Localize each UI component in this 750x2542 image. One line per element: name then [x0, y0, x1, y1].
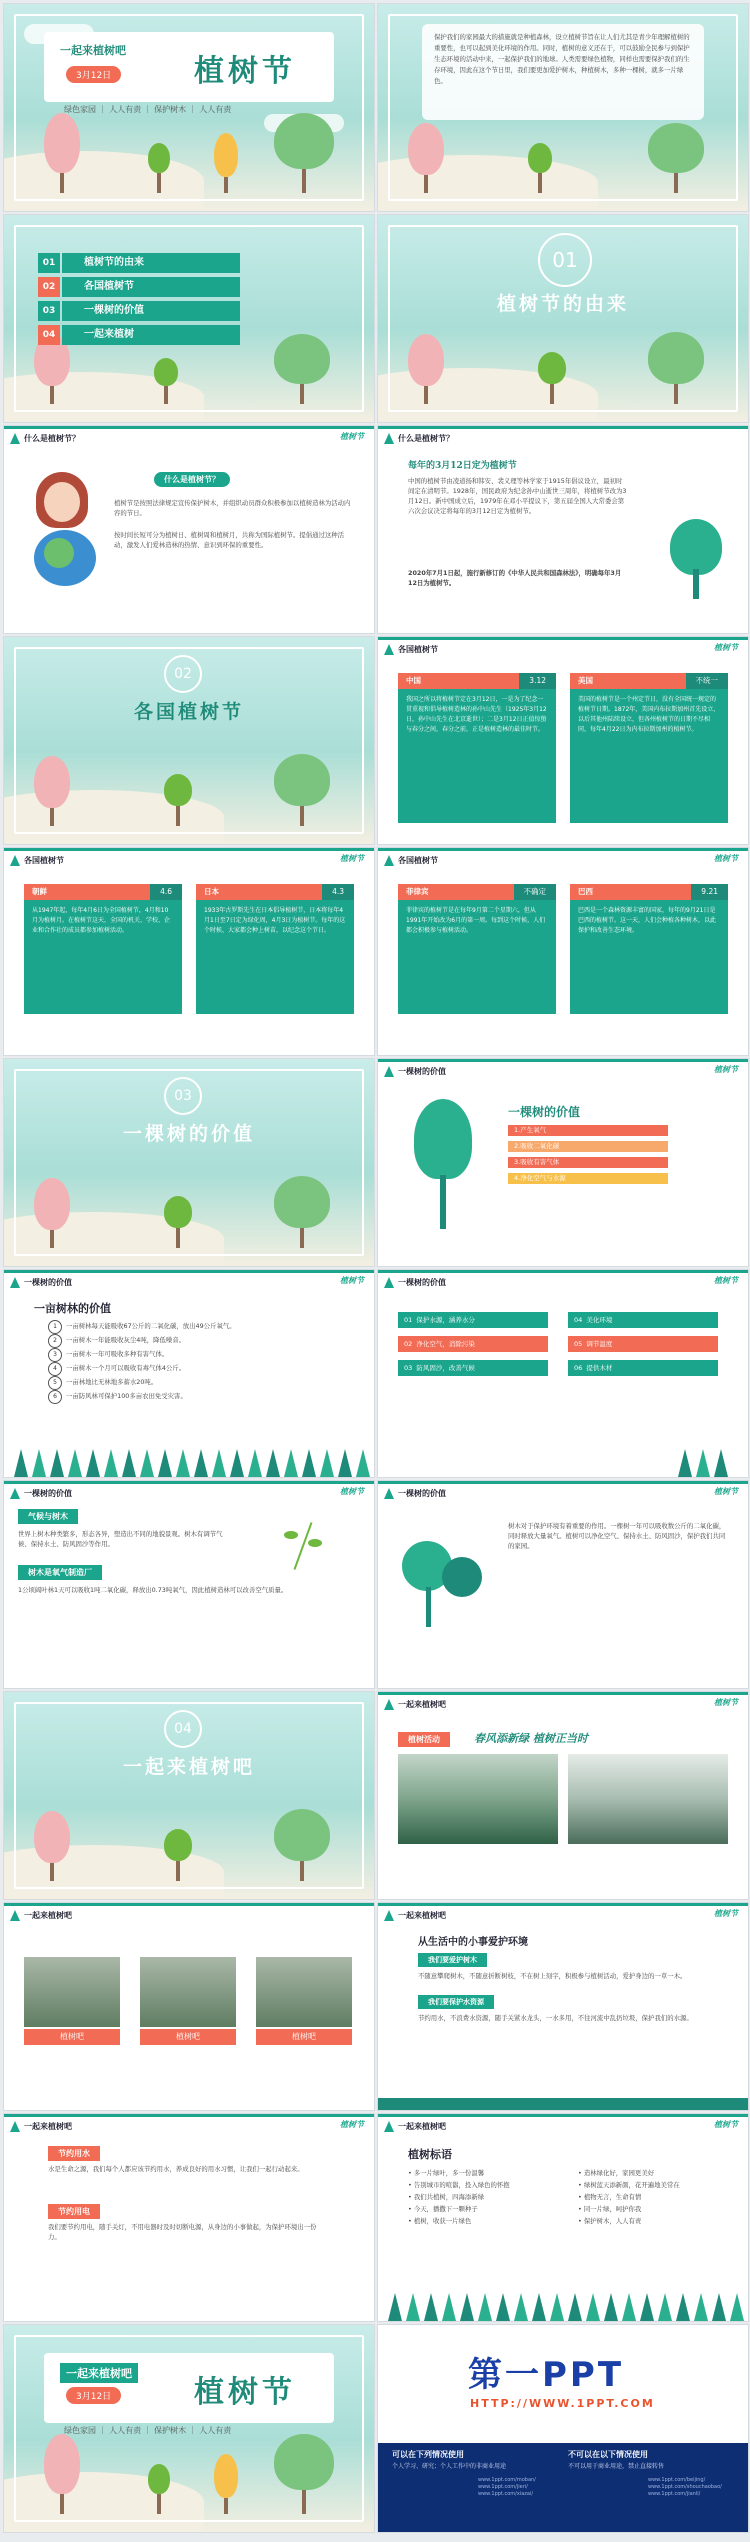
value-bar-4: 4.净化空气与水源	[508, 1173, 668, 1184]
brand-logo: 植树节	[714, 1909, 738, 1918]
promo-links	[648, 2477, 722, 2498]
grid-text: 调节温度	[586, 1340, 613, 1348]
card-date: 4.3	[322, 884, 354, 900]
card-name: 朝鲜	[24, 884, 182, 900]
toc-item-1[interactable]	[38, 253, 270, 273]
pine-icon	[384, 855, 394, 866]
slide-countries-b[interactable]	[4, 848, 374, 1055]
intro-text: 保护我们的家园最大的措施就是种植森林，设立植树节旨在让人们尤其是青少年理解植树的重要性，也可以起到美化环境的作用。同时，植树的意义还在于，可以鼓励全民参与到保护生态环境的活动中来，一起保护我们的地球。人类需要绿色植物，同样也需要保护我们的生存环境，因此在这个节日里，我们要更加爱护树木，种植树木，多种一棵树，就多一片绿色。	[422, 24, 704, 120]
promo-right-head: 不可以在以下情况使用	[568, 2450, 648, 2459]
grid-text: 防风固沙，改善气候	[416, 1364, 475, 1372]
pine	[14, 1449, 28, 1477]
country-card-philippines	[398, 884, 556, 1014]
pine	[532, 2293, 546, 2321]
list-item: 一亩树林每天能吸收67公斤的二氧化碳，放出49公斤氧气。	[66, 1322, 236, 1330]
grid-text: 保护水源，涵养水分	[416, 1316, 475, 1324]
grid-text: 提供木材	[586, 1364, 613, 1372]
date-pill: 3月12日	[66, 2387, 121, 2404]
pine	[514, 2293, 528, 2321]
card-text: 巴西是一个森林资源丰富的国家，每年的9月21日是巴西的植树节。这一天，人们会种植各种树木，以此保护和改善生态环境。	[578, 907, 717, 934]
slide-header	[4, 2114, 374, 2136]
slogan: • 告别城市的喧嚣，投入绿色的怀抱	[408, 2181, 510, 2189]
oxygen-pill: 树木是氧气制造厂	[18, 1565, 102, 1580]
slide-header	[4, 1903, 374, 1925]
section-number: 01	[538, 233, 592, 287]
card-date: 9.21	[691, 884, 728, 900]
pine	[388, 2293, 402, 2321]
list-num: 1	[48, 1320, 62, 1334]
toc-num: 01	[38, 253, 60, 273]
card-name: 美国	[570, 673, 728, 689]
section-title: 各国植树节	[133, 701, 244, 723]
slide-header	[378, 1481, 748, 1503]
pine	[284, 1449, 298, 1477]
pine-icon	[384, 644, 394, 655]
grid-text: 美化环境	[586, 1316, 613, 1324]
slogan-text: 植物无言，生命有情	[583, 2193, 642, 2201]
trees-text: 树木对于保护环境有着重要的作用。一棵树一年可以吸收数公斤的二氧化碳，同时释放大量氧气。植树可以净化空气、保持水土、防风固沙，保护我们共同的家园。	[508, 1522, 726, 1550]
slide-header	[378, 637, 748, 659]
pine	[550, 2293, 564, 2321]
grid-item-3	[398, 1360, 548, 1376]
value-heading: 一棵树的价值	[508, 1105, 581, 1119]
grid-num: 06	[574, 1364, 583, 1372]
section-title: 一棵树的价值	[122, 1123, 255, 1145]
toc-num: 03	[38, 301, 60, 321]
card-text: 从1947年起，每年4月6日为全国植树节，4月和10月为植树月。在植树节这天，全国的机关、学校、企业和合作社的成员都参加植树活动。	[32, 907, 171, 934]
toc-label: 一起来植树	[62, 325, 240, 345]
list-item: 一亩树木一个月可以吸收有毒气体4公斤。	[66, 1364, 186, 1372]
pine	[478, 2293, 492, 2321]
slide-origin[interactable]	[378, 426, 748, 633]
brand-logo: 植树节	[340, 1276, 364, 1285]
title-small: 一起来植树吧	[60, 2363, 138, 2383]
date-pill: 3月12日	[66, 66, 121, 83]
grid-text: 净化空气，消除污染	[416, 1340, 475, 1348]
slogan: • 我们共植树，四海添新绿	[408, 2193, 485, 2201]
slogan: • 今天，播撒下一颗种子	[408, 2205, 478, 2213]
pine-icon	[10, 1277, 20, 1288]
list-num: 3	[48, 1348, 62, 1362]
header-title: 一起来植树吧	[398, 1699, 446, 1709]
card-name: 中国	[398, 673, 556, 689]
tree-illustration	[666, 519, 726, 599]
slide-section-4[interactable]	[4, 1692, 374, 1899]
header-title: 一棵树的价值	[398, 1277, 446, 1287]
slide-what[interactable]	[4, 426, 374, 633]
forest-photo	[398, 1754, 558, 1844]
card-date: 不确定	[514, 884, 557, 900]
slide-section-3[interactable]	[4, 1059, 374, 1266]
what-p2: 按时间长短可分为植树日、植树周和植树月，共称为国际植树节。提倡通过这种活动，激发人们爱林造林的热情、意识到环保的重要性。	[114, 531, 345, 549]
branch-illustration	[274, 1521, 334, 1571]
slide-intro[interactable]	[378, 4, 748, 211]
toc-label: 植树节的由来	[62, 253, 240, 273]
title-big: 植树节	[194, 54, 296, 89]
pine	[406, 2293, 420, 2321]
brand-logo: 植树节	[714, 854, 738, 863]
list-num: 4	[48, 1362, 62, 1376]
slogan-text: 同一片绿，呵护你我	[583, 2205, 642, 2213]
section-title: 植树节的由来	[496, 293, 629, 315]
pine	[586, 2293, 600, 2321]
slide-countries-c[interactable]	[378, 848, 748, 1055]
grid-num: 04	[574, 1316, 583, 1324]
activity-pill: 植树活动	[398, 1732, 450, 1747]
pine	[122, 1449, 136, 1477]
pine-icon	[384, 1910, 394, 1921]
value-bar-1: 1.产生氧气	[508, 1125, 668, 1136]
trees-illustration	[392, 1521, 492, 1641]
list-num: 5	[48, 1376, 62, 1390]
header-title: 什么是植树节？	[24, 433, 80, 443]
slogan-text: 植树，收获一片绿色	[413, 2217, 472, 2225]
slogan-text: 我们共植树，四海添新绿	[413, 2193, 485, 2201]
pine-icon	[10, 855, 20, 866]
pine	[442, 2293, 456, 2321]
pine-icon	[384, 1488, 394, 1499]
planting-photo	[256, 1957, 352, 2027]
slide-small-deeds[interactable]	[378, 1903, 748, 2110]
toc-label: 一棵树的价值	[62, 301, 240, 321]
section-number: 04	[164, 1710, 202, 1748]
slide-toc[interactable]	[4, 215, 374, 422]
origin-p2: 2020年7月1日起，施行新修订的《中华人民共和国森林法》，明确每年3月12日为植树节。	[408, 569, 622, 587]
photo-caption: 植树吧	[140, 2029, 236, 2045]
brand-logo: 植树节	[714, 1276, 738, 1285]
pine	[50, 1449, 64, 1477]
header-title: 一棵树的价值	[24, 1277, 72, 1287]
card-date: 不统一	[686, 673, 729, 689]
list-item: 一亩树木一年能吸收灰尘4吨，降低噪音。	[66, 1336, 186, 1344]
pine	[568, 2293, 582, 2321]
toc-num: 04	[38, 325, 60, 345]
brand-logo: 植树节	[340, 854, 364, 863]
grid-item-1	[398, 1312, 548, 1328]
promo-info	[378, 2443, 748, 2532]
brand-logo: 植树节	[714, 1487, 738, 1496]
pine-icon	[384, 1066, 394, 1077]
slogans-heading: 植树标语	[408, 2148, 452, 2161]
pine-icon	[384, 2121, 394, 2132]
slogan-text: 保护树木，人人有责	[583, 2217, 642, 2225]
header-title: 各国植树节	[24, 855, 64, 865]
header-title: 一起来植树吧	[398, 2121, 446, 2131]
header-title: 一起来植树吧	[24, 2121, 72, 2131]
slogan: • 同一片绿，呵护你我	[578, 2205, 642, 2213]
grid-num: 03	[404, 1364, 413, 1372]
pine	[86, 1449, 100, 1477]
brand-logo: 植树节	[714, 1065, 738, 1074]
slide-trees-text[interactable]	[378, 1481, 748, 1688]
slogan: • 绿树蓝天添新颜，花开遍地美常在	[578, 2181, 680, 2189]
slide-tree-act[interactable]	[4, 2114, 374, 2321]
title-big: 植树节	[194, 2375, 296, 2410]
slogan-text: 造林绿化好，家园更美好	[583, 2169, 655, 2177]
card-date: 3.12	[519, 673, 556, 689]
brand-logo: 植树节	[714, 2120, 738, 2129]
title-box	[44, 32, 334, 102]
grid-item-5	[568, 1336, 718, 1352]
tree-illustration	[408, 1099, 478, 1229]
slide-value-bars[interactable]	[378, 1059, 748, 1266]
deeds-pill-2: 我们要保护水资源	[418, 1995, 494, 2009]
pine	[496, 2293, 510, 2321]
grid-num: 02	[404, 1340, 413, 1348]
header-title: 各国植树节	[398, 855, 438, 865]
list-item: 一亩树木一年可吸收多种有害气体。	[66, 1350, 169, 1358]
section-number: 02	[164, 655, 202, 693]
pine	[104, 1449, 118, 1477]
pine	[302, 1449, 316, 1477]
pine	[696, 1449, 710, 1477]
toc-item-2[interactable]	[38, 277, 270, 297]
slide-header	[378, 426, 748, 448]
slide-promo[interactable]	[378, 2325, 748, 2532]
deeds-p2: 节约用水，不浪费水资源，随手关紧水龙头，一水多用，不往河流中乱扔垃圾，保护我们的水源。	[418, 2014, 693, 2022]
act-p1: 水是生命之源，我们每个人都应该节约用水，养成良好的用水习惯，让我们一起行动起来。	[48, 2165, 304, 2173]
slide-header	[378, 1270, 748, 1292]
brand-logo: 植树节	[340, 1487, 364, 1496]
toc-item-4[interactable]	[38, 325, 270, 345]
value-bar-2: 2.吸收二氧化碳	[508, 1141, 668, 1152]
climate-p2: 1公顷阔叶林1天可以吸收1吨二氧化碳，释放出0.73吨氧气，因此植树造林可以改善空气质量。	[18, 1586, 288, 1594]
pine	[158, 1449, 172, 1477]
girl-globe-illustration	[24, 466, 104, 586]
planting-photo	[140, 1957, 236, 2027]
pine	[424, 2293, 438, 2321]
promo-links	[478, 2477, 536, 2498]
header-title: 各国植树节	[398, 644, 438, 654]
pine	[266, 1449, 280, 1477]
brand-logo: 植树节	[714, 1698, 738, 1707]
promo-link[interactable]: www.1ppt.com/moban/	[478, 2477, 536, 2483]
grid-item-4	[568, 1312, 718, 1328]
pine-icon	[10, 433, 20, 444]
promo-link[interactable]: www.1ppt.com/beijing/	[648, 2477, 706, 2483]
slide-header	[378, 1692, 748, 1714]
climate-p1: 世界上树木种类繁多，形态各异，塑造出不同的地貌景观。树木有调节气候、保持水土、防风固沙等作用。	[18, 1530, 223, 1548]
title-tags: 绿色家园 ｜ 人人有责 ｜ 保护树木 ｜ 人人有责	[64, 105, 232, 114]
grid-num: 05	[574, 1340, 583, 1348]
photo-caption: 植树吧	[24, 2029, 120, 2045]
pine	[658, 2293, 672, 2321]
card-text: 1933年古罗斯先生在日本倡导植树节，日本将每年4月1日至7日定为绿化周，4月3日为植树节。每年的这个时候，大家都会种上树苗，以纪念这个节日。	[204, 907, 346, 934]
pine	[320, 1449, 334, 1477]
slide-header	[378, 1059, 748, 1081]
toc-label: 各国植树节	[62, 277, 240, 297]
spring-slogan: 春风添新绿 植树正当时	[474, 1732, 588, 1745]
toc-item-3[interactable]	[38, 301, 270, 321]
pine	[338, 1449, 352, 1477]
list-item: 一亩防风林可保护100多亩农田免受灾害。	[66, 1392, 187, 1400]
title-small: 一起来植树吧	[60, 44, 126, 57]
pine	[356, 1449, 370, 1477]
header-title: 一起来植树吧	[398, 1910, 446, 1920]
pine	[32, 1449, 46, 1477]
act-pill-1: 节约用水	[48, 2146, 100, 2161]
pine	[230, 1449, 244, 1477]
slogan: • 保护树木，人人有责	[578, 2217, 642, 2225]
title-box	[44, 2353, 334, 2423]
promo-logo: 第一PPT	[468, 2355, 625, 2395]
deeds-heading: 从生活中的小事爱护环境	[418, 1937, 528, 1948]
list-num: 6	[48, 1390, 62, 1404]
promo-link[interactable]: www.1ppt.com/jianli/	[648, 2491, 701, 2497]
card-name: 巴西	[570, 884, 728, 900]
card-name: 菲律宾	[398, 884, 556, 900]
promo-left-head: 可以在下列情况使用	[392, 2450, 464, 2459]
card-text: 菲律宾的植树节是在每年9月第二个星期六，但从1991年开始改为6月的第一周。每到这个时候，人们都会积极参与植树活动。	[406, 907, 546, 934]
value-bar-3: 3.吸收有害气体	[508, 1157, 668, 1168]
slide-header	[4, 426, 374, 448]
slogan: • 造林绿化好，家园更美好	[578, 2169, 655, 2177]
act-pill-2: 节约用电	[48, 2204, 100, 2219]
list-num: 2	[48, 1334, 62, 1348]
country-card-china	[398, 673, 556, 823]
country-card-usa	[570, 673, 728, 823]
slide-header	[378, 2114, 748, 2136]
country-card-japan	[196, 884, 354, 1014]
pine	[694, 2293, 708, 2321]
promo-right-sub: 不可以用于商业用途，禁止直接转售	[568, 2463, 665, 2470]
pine	[460, 2293, 474, 2321]
pine	[604, 2293, 618, 2321]
pine	[712, 2293, 726, 2321]
pine	[194, 1449, 208, 1477]
promo-left-sub: 个人学习、研究；个人工作中的非商业用途	[392, 2463, 507, 2470]
slide-spring[interactable]	[378, 1692, 748, 1899]
header-title: 什么是植树节？	[398, 433, 454, 443]
pine-icon	[384, 433, 394, 444]
planting-photo	[24, 1957, 120, 2027]
slide-value-grid[interactable]	[378, 1270, 748, 1477]
brand-logo: 植树节	[340, 2120, 364, 2129]
pine	[622, 2293, 636, 2321]
toc-num: 02	[38, 277, 60, 297]
misty-forest-photo	[568, 1754, 728, 1844]
pine-icon	[10, 1488, 20, 1499]
slogan-text: 绿树蓝天添新颜，花开遍地美常在	[583, 2181, 680, 2189]
header-title: 一棵树的价值	[398, 1488, 446, 1498]
slogan: • 多一片绿叶，多一份温馨	[408, 2169, 485, 2177]
pine	[714, 1449, 728, 1477]
act-p2: 我们要节约用电，随手关灯，不用电器时及时切断电源，从身边的小事做起，为保护环境出一份力。	[48, 2223, 317, 2241]
slide-value-list[interactable]	[4, 1270, 374, 1477]
slide-closing[interactable]	[4, 2325, 374, 2532]
header-title: 一起来植树吧	[24, 1910, 72, 1920]
slide-slogans[interactable]	[378, 2114, 748, 2321]
slide-header	[378, 1903, 748, 1925]
slide-header	[4, 1270, 374, 1292]
slide-header	[378, 848, 748, 870]
promo-link[interactable]: www.1ppt.com/shouchaobao/	[648, 2484, 722, 2490]
country-card-korea	[24, 884, 182, 1014]
deeds-pill-1: 我们要爱护树木	[418, 1953, 487, 1967]
slogan: • 植物无言，生命有情	[578, 2193, 642, 2201]
topic-pill: 什么是植树节？	[154, 472, 230, 487]
header-title: 一棵树的价值	[398, 1066, 446, 1076]
slogan: • 植树，收获一片绿色	[408, 2217, 472, 2225]
brand-logo: 植树节	[340, 432, 364, 441]
pine-icon	[384, 1699, 394, 1710]
slide-photos[interactable]	[4, 1903, 374, 2110]
what-p1: 植树节是按照法律规定宣传保护树木，并组织动员群众积极参加以植树造林为活动内容的节日。	[114, 499, 351, 517]
pine	[676, 2293, 690, 2321]
pine-icon	[10, 1910, 20, 1921]
pine	[140, 1449, 154, 1477]
section-number: 03	[164, 1077, 202, 1115]
pine	[248, 1449, 262, 1477]
header-title: 一棵树的价值	[24, 1488, 72, 1498]
title-tags: 绿色家园 ｜ 人人有责 ｜ 保护树木 ｜ 人人有责	[64, 2426, 232, 2435]
origin-heading: 每年的3月12日定为植树节	[408, 461, 517, 471]
country-card-brazil	[570, 884, 728, 1014]
section-title: 一起来植树吧	[122, 1756, 255, 1778]
grid-item-6	[568, 1360, 718, 1376]
pine-icon	[384, 1277, 394, 1288]
slide-section-1[interactable]	[378, 215, 748, 422]
origin-p1: 中国的植树节由凌道扬和韩安、裴义理等林学家于1915年倡议设立，最初时间定在清明节。1928年，国民政府为纪念孙中山逝世三周年，将植树节改为3月12日。新中国成立后，1979年在邓小平提议下，第五届全国人大常委会第六次会议决定将每年的3月12日定为植树节。	[408, 477, 627, 515]
slide-header	[4, 848, 374, 870]
deeds-p1: 不随意攀爬树木，不随意折断树枝，不在树上刻字，积极参与植树活动，爱护身边的一草一木。	[418, 1972, 687, 1980]
pine	[68, 1449, 82, 1477]
brand-logo: 植树节	[714, 643, 738, 652]
list-item: 一亩林地比无林地多蓄水20吨。	[66, 1378, 158, 1386]
slide-climate[interactable]	[4, 1481, 374, 1688]
slide-header	[4, 1481, 374, 1503]
climate-pill: 气候与树木	[18, 1509, 78, 1524]
pine-icon	[10, 2121, 20, 2132]
slide-section-2[interactable]	[4, 637, 374, 844]
card-name: 日本	[196, 884, 354, 900]
card-date: 4.6	[150, 884, 182, 900]
slogan-text: 告别城市的喧嚣，投入绿色的怀抱	[413, 2181, 510, 2189]
promo-top	[378, 2325, 748, 2443]
promo-link[interactable]: www.1ppt.com/xiazai/	[478, 2491, 534, 2497]
slogan-text: 今天，播撒下一颗种子	[413, 2205, 478, 2213]
footer-band	[378, 2098, 748, 2110]
pine	[212, 1449, 226, 1477]
pine	[730, 2293, 744, 2321]
value-heading: 一亩树林的价值	[34, 1302, 111, 1315]
pine	[678, 1449, 692, 1477]
slide-title[interactable]	[4, 4, 374, 211]
promo-link[interactable]: www.1ppt.com/jieri/	[478, 2484, 528, 2490]
pine	[176, 1449, 190, 1477]
photo-caption: 植树吧	[256, 2029, 352, 2045]
card-text: 美国的植树节是一个州定节日，没有全国统一规定的植树节日期。1872年，美国内布拉斯加州首先设立，以后其他州陆续设立，但各州植树节的日期不尽相同，每年4月22日为内布拉斯加州的植树节。	[578, 696, 720, 733]
slogan-text: 多一片绿叶，多一份温馨	[413, 2169, 485, 2177]
slide-countries-a[interactable]	[378, 637, 748, 844]
promo-url[interactable]: HTTP://WWW.1PPT.COM	[470, 2397, 655, 2410]
pine	[640, 2293, 654, 2321]
card-text: 我国之所以将植树节定在3月12日，一是为了纪念一贯重视和倡导植树造林的孙中山先生（1925年3月12日，孙中山先生在北京逝世）；二是3月12日正值惊蛰与春分之间，春分之前，正是植树造林的最佳时节。	[406, 696, 547, 733]
grid-item-2	[398, 1336, 548, 1352]
grid-num: 01	[404, 1316, 413, 1324]
